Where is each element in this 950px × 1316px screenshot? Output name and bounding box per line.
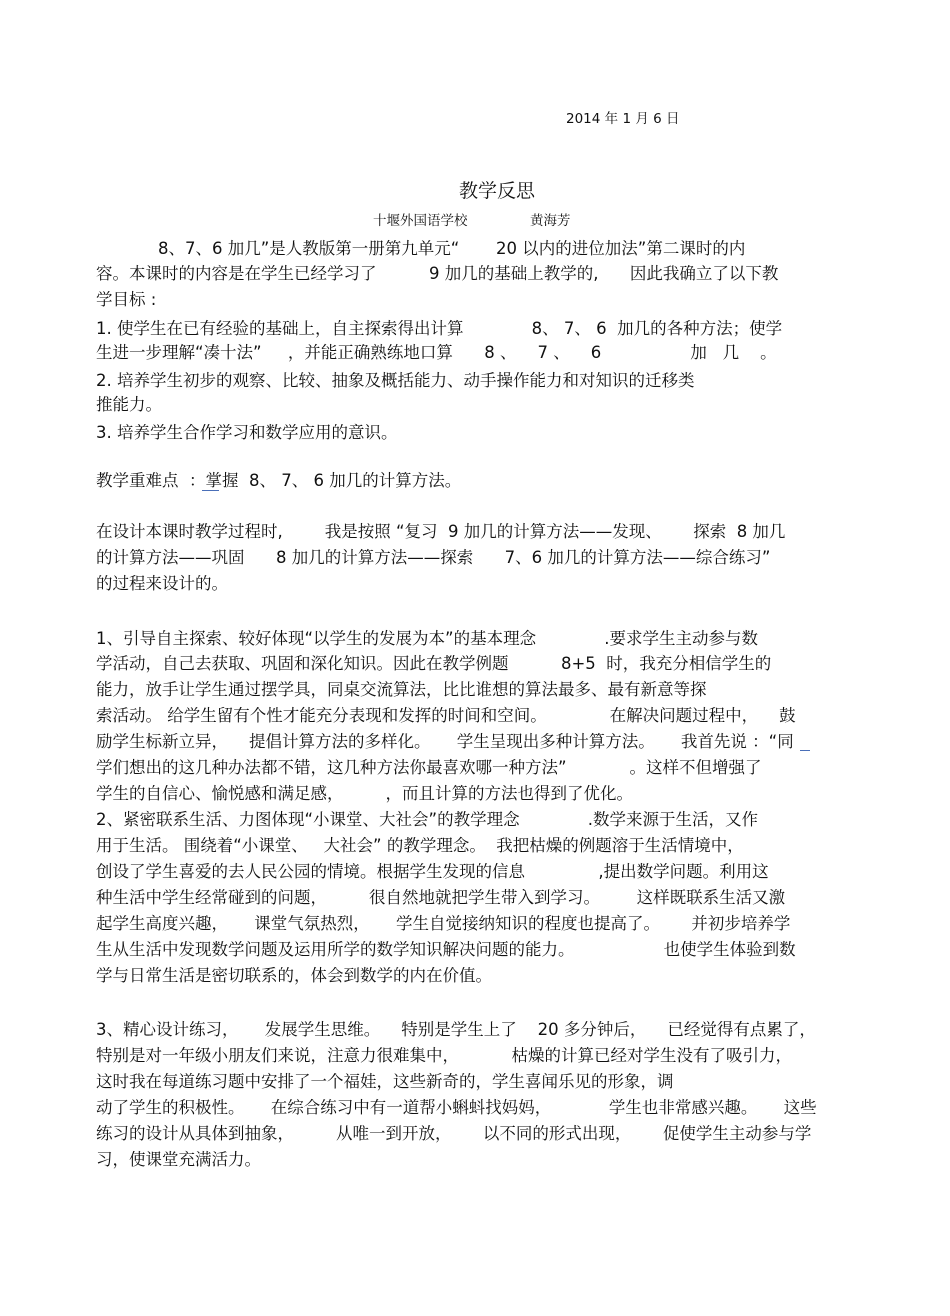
- paragraph-line: 动了学生的积极性。 在综合练习中有一道帮小蝌蚪找妈妈， 学生也非常感兴趣。 这些: [96, 1098, 817, 1117]
- paragraph-line: 1、引导自主探索、较好体现“以学生的发展为本”的基本理念 .要求学生主动参与数: [96, 629, 759, 648]
- paragraph-line: 学目标 :: [96, 290, 157, 309]
- paragraph-line: 生从生活中发现数学问题及运用所学的数学知识解决问题的能力。 也使学生体验到数: [96, 940, 796, 959]
- document-date: 2014 年 1 月 6 日: [566, 111, 680, 127]
- paragraph-line: 2. 培养学生初步的观察、比较、抽象及概括能力、动手操作能力和对知识的迁移类: [96, 371, 695, 390]
- author-school: 十堰外国语学校: [373, 213, 468, 229]
- paragraph-line: 起学生高度兴趣， 课堂气氛热烈， 学生自觉接纳知识的程度也提高了。 并初步培养学: [96, 914, 791, 933]
- paragraph-line: 创设了学生喜爱的去人民公园的情境。根据学生发现的信息 ,提出数学问题。利用这: [96, 862, 769, 881]
- paragraph-line: 用于生活。 围绕着“小课堂、 大社会” 的教学理念。 我把枯燥的例题溶于生活情境中，: [96, 836, 744, 855]
- paragraph-line: 学与日常生活是密切联系的，体会到数学的内在价值。: [96, 966, 492, 985]
- underline-mark: [800, 750, 810, 751]
- paragraph-line: 特别是对一年级小朋友们来说，注意力很难集中， 枯燥的计算已经对学生没有了吸引力，: [96, 1046, 792, 1065]
- paragraph-line: 8、7、6 加几”是人教版第一册第九单元“ 20 以内的进位加法”第二课时的内: [158, 239, 746, 258]
- paragraph-line: 这时我在每道练习题中安排了一个福娃，这些新奇的，学生喜闻乐见的形象，调: [96, 1072, 674, 1091]
- paragraph-line: 学生的自信心、愉悦感和满足感， ，而且计算的方法也得到了优化。: [96, 784, 633, 803]
- paragraph-line: 生进一步理解“凑十法” ，并能正确熟练地口算 8 、 7 、 6 加 几 。: [96, 343, 777, 362]
- paragraph-line: 推能力。: [96, 395, 162, 414]
- paragraph-line: 的过程来设计的。: [96, 574, 228, 593]
- document-title: 教学反思: [459, 180, 536, 202]
- underline-mark: [202, 490, 219, 491]
- paragraph-line: 索活动。 给学生留有个性才能充分表现和发挥的时间和空间。 在解决问题过程中， 鼓: [96, 706, 796, 725]
- paragraph-line: 励学生标新立异， 提倡计算方法的多样化。 学生呈现出多种计算方法。 我首先说 ：“同: [96, 732, 794, 751]
- paragraph-line: 3. 培养学生合作学习和数学应用的意识。: [96, 423, 398, 442]
- paragraph-line: 能力，放手让学生通过摆学具，同桌交流算法，比比谁想的算法最多、最有新意等探: [96, 680, 707, 699]
- paragraph-line: 在设计本课时教学过程时, 我是按照 “复习 9 加几的计算方法——发现、 探索 8 加几: [96, 522, 786, 541]
- paragraph-line: 1. 使学生在已有经验的基础上，自主探索得出计算 8、 7、 6 加几的各种方法；使学: [96, 319, 783, 338]
- paragraph-line: 习，使课堂充满活力。: [96, 1150, 261, 1169]
- author-name: 黄海芳: [530, 213, 571, 229]
- paragraph-line: 容。本课时的内容是在学生已经学习了 9 加几的基础上教学的, 因此我确立了以下教: [96, 264, 779, 283]
- paragraph-line: 练习的设计从具体到抽象， 从唯一到开放， 以不同的形式出现， 促使学生主动参与学: [96, 1124, 812, 1143]
- paragraph-line: 3、精心设计练习， 发展学生思维。 特别是学生上了 20 多分钟后， 已经觉得有点累了，: [96, 1020, 816, 1039]
- paragraph-line: 教学重难点 ：掌握 8、 7、 6 加几的计算方法。: [96, 471, 462, 490]
- paragraph-line: 的计算方法——巩固 8 加几的计算方法——探索 7、6 加几的计算方法——综合练习”: [96, 548, 771, 567]
- paragraph-line: 种生活中学生经常碰到的问题， 很自然地就把学生带入到学习。 这样既联系生活又激: [96, 888, 786, 907]
- paragraph-line: 学活动，自己去获取、巩固和深化知识。因此在教学例题 8+5 时，我充分相信学生的: [96, 654, 772, 673]
- paragraph-line: 学们想出的这几种办法都不错，这几种方法你最喜欢哪一种方法” 。这样不但增强了: [96, 758, 762, 777]
- paragraph-line: 2、紧密联系生活、力图体现“小课堂、大社会”的教学理念 .数学来源于生活，又作: [96, 810, 759, 829]
